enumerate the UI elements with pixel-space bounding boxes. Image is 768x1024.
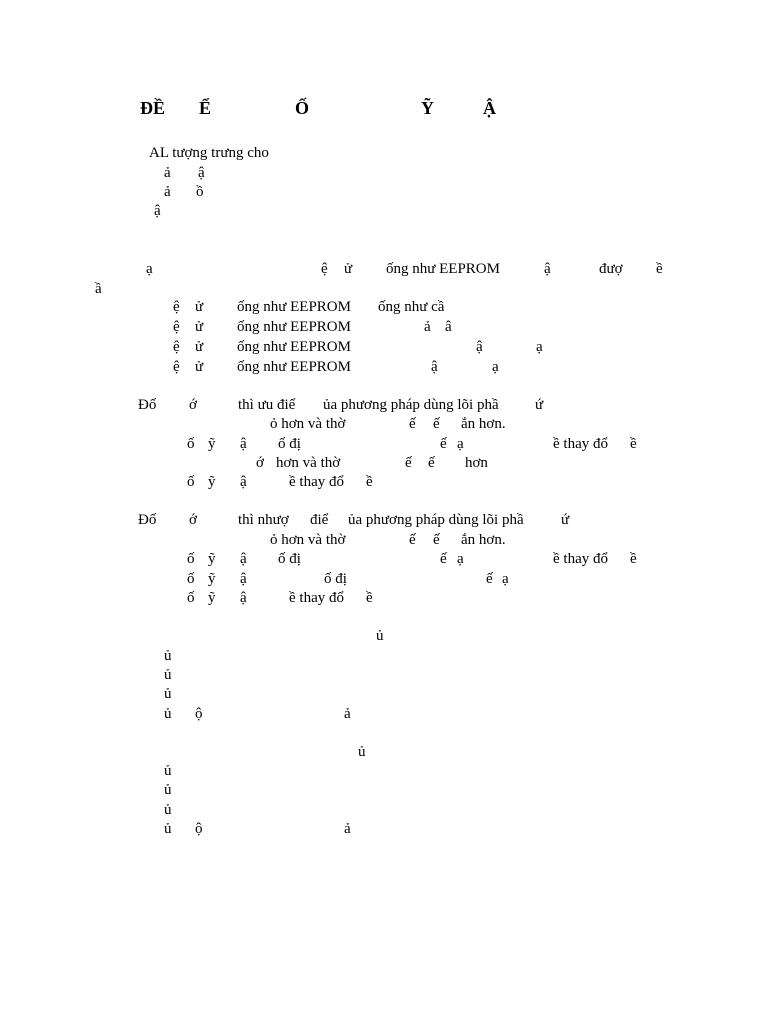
answer-option-fragment: ủ — [164, 686, 172, 702]
answer-option-fragment: ắn hơn. — [461, 532, 506, 548]
title-fragment: Ể — [199, 98, 212, 118]
answer-option-fragment: ề — [366, 474, 373, 490]
question-stem-fragment: ớ — [189, 512, 197, 528]
answer-option-fragment: ủ — [164, 802, 172, 818]
answer-option-fragment: ả — [344, 706, 351, 722]
answer-option-fragment: ố — [187, 571, 195, 587]
question-stem-fragment: ầ — [95, 281, 102, 297]
answer-option-fragment: ậ — [240, 571, 247, 587]
question-stem-fragment: ề — [656, 261, 663, 277]
answer-option-fragment: ống như EEPROM — [237, 339, 351, 355]
question-stem: AL tượng trưng cho — [149, 145, 269, 161]
question-stem-fragment: ứ — [561, 512, 570, 528]
answer-option-fragment: ế — [433, 532, 440, 548]
answer-option-fragment: ạ — [536, 339, 543, 355]
answer-option-fragment: ế — [440, 551, 447, 567]
question-stem-fragment: ạ — [146, 261, 153, 277]
answer-option-fragment: ả — [164, 184, 171, 200]
question-stem-fragment: ậ — [544, 261, 551, 277]
answer-option-fragment: ạ — [502, 571, 509, 587]
answer-option-fragment: ộ — [195, 821, 203, 837]
answer-option-fragment: ủ — [164, 706, 172, 722]
answer-option-fragment: ạ — [492, 359, 499, 375]
answer-option-fragment: ố đị — [278, 551, 301, 567]
answer-option-fragment: ậ — [240, 590, 247, 606]
answer-option-fragment: ệ — [173, 299, 180, 315]
answer-option-fragment: ế — [486, 571, 493, 587]
answer-option-fragment: hơn và thờ — [276, 455, 341, 471]
answer-option-fragment: ỹ — [208, 551, 216, 567]
answer-option-fragment: ả — [164, 165, 171, 181]
answer-option-fragment: ế — [433, 416, 440, 432]
answer-option-fragment: ố đị — [278, 436, 301, 452]
answer-option-fragment: ề thay đổ — [289, 474, 344, 490]
answer-option-fragment: ỹ — [208, 436, 216, 452]
answer-option-fragment: ủ — [164, 648, 172, 664]
question-stem-fragment: ứ — [535, 397, 544, 413]
question-stem-fragment: ử — [344, 261, 353, 277]
answer-option-fragment: ớ — [256, 455, 264, 471]
answer-option-fragment: ố — [187, 436, 195, 452]
answer-option-fragment: ủ — [164, 667, 172, 683]
title-fragment: Ố — [295, 98, 310, 118]
answer-option-fragment: ỹ — [208, 590, 216, 606]
answer-option-fragment: ậ — [240, 474, 247, 490]
answer-option-fragment: ả — [344, 821, 351, 837]
question-stem-fragment: ớ — [189, 397, 197, 413]
answer-option-fragment: ậ — [431, 359, 438, 375]
answer-option-fragment: ống như EEPROM — [237, 299, 351, 315]
answer-option-fragment: ậ — [198, 165, 205, 181]
question-stem-fragment: ủ — [358, 744, 366, 760]
answer-option-fragment: ế — [409, 416, 416, 432]
answer-option-fragment: ộ — [195, 706, 203, 722]
answer-option-fragment: ỹ — [208, 474, 216, 490]
answer-option-fragment: ệ — [173, 359, 180, 375]
title-fragment: Ậ — [483, 98, 496, 118]
answer-option-fragment: ử — [195, 299, 204, 315]
answer-option-fragment: ề — [630, 551, 637, 567]
answer-option-fragment: ề — [630, 436, 637, 452]
answer-option-fragment: ế — [440, 436, 447, 452]
answer-option-fragment: â — [445, 319, 452, 335]
answer-option-fragment: ắn hơn. — [461, 416, 506, 432]
answer-option-fragment: ỏ hơn và thờ — [270, 532, 346, 548]
question-stem-fragment: ống như EEPROM — [386, 261, 500, 277]
answer-option-fragment: ử — [195, 359, 204, 375]
answer-option-fragment: ống như cầ — [378, 299, 445, 315]
answer-option-fragment: ố đị — [324, 571, 347, 587]
answer-option-fragment: ố — [187, 590, 195, 606]
answer-option-fragment: ề thay đổ — [553, 551, 608, 567]
question-stem-fragment: ệ — [321, 261, 328, 277]
answer-option-fragment: hơn — [465, 455, 488, 471]
question-stem-fragment: điể — [310, 512, 329, 528]
answer-option-fragment: ồ — [196, 184, 204, 200]
question-stem-fragment: ủa phương pháp dùng lõi phầ — [348, 512, 524, 528]
answer-option-fragment: ử — [195, 339, 204, 355]
answer-option-fragment: ế — [409, 532, 416, 548]
answer-option-fragment: ả — [424, 319, 431, 335]
answer-option-fragment: ủ — [164, 782, 172, 798]
answer-option-fragment: ỹ — [208, 571, 216, 587]
answer-option-fragment: ề thay đổ — [553, 436, 608, 452]
answer-option-fragment: ậ — [240, 551, 247, 567]
answer-option-fragment: ống như EEPROM — [237, 359, 351, 375]
answer-option-fragment: ậ — [240, 436, 247, 452]
question-stem-fragment: đượ — [599, 261, 623, 277]
answer-option-fragment: ủ — [164, 763, 172, 779]
answer-option-fragment: ế — [405, 455, 412, 471]
answer-option-fragment: ống như EEPROM — [237, 319, 351, 335]
title-fragment: ĐỀ — [140, 98, 166, 118]
question-stem-fragment: Đố — [138, 397, 157, 413]
answer-option-fragment: ỏ hơn và thờ — [270, 416, 346, 432]
answer-option-fragment: ố — [187, 474, 195, 490]
question-stem-fragment: ủ — [376, 628, 384, 644]
answer-option-fragment: ố — [187, 551, 195, 567]
question-stem-fragment: Đố — [138, 512, 157, 528]
question-stem-fragment: thì nhượ — [238, 512, 289, 528]
answer-option-fragment: ậ — [154, 203, 161, 219]
answer-option-fragment: ử — [195, 319, 204, 335]
answer-option-fragment: ạ — [457, 551, 464, 567]
answer-option-fragment: ủ — [164, 821, 172, 837]
question-stem-fragment: thì ưu điể — [238, 397, 296, 413]
answer-option-fragment: ạ — [457, 436, 464, 452]
question-stem-fragment: ủa phương pháp dùng lõi phầ — [323, 397, 499, 413]
answer-option-fragment: ệ — [173, 339, 180, 355]
answer-option-fragment: ề — [366, 590, 373, 606]
title-fragment: Ỹ — [421, 98, 434, 118]
answer-option-fragment: ế — [428, 455, 435, 471]
answer-option-fragment: ề thay đổ — [289, 590, 344, 606]
answer-option-fragment: ậ — [476, 339, 483, 355]
answer-option-fragment: ệ — [173, 319, 180, 335]
